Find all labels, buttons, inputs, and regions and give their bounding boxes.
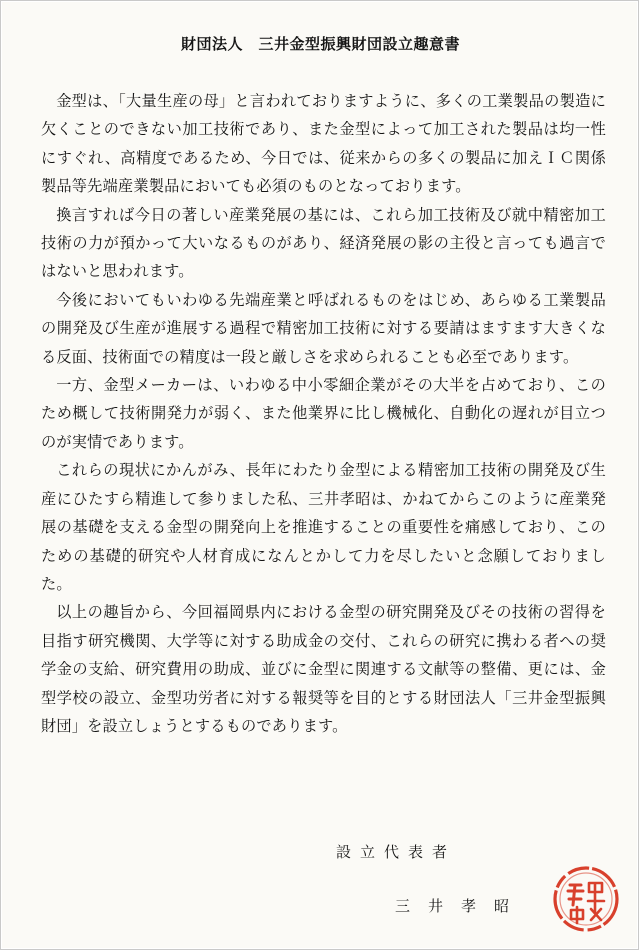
red-seal-icon: [550, 863, 622, 935]
paragraph-2: 換言すれば今日の著しい産業発展の基には、これら加工技術及び就中精密加工技術の力が預かって大いなるものがあり、経済発展の影の主役と言っても過言ではないと思われます。: [41, 205, 606, 281]
paragraph-3: 今後においてもいわゆる先端産業と呼ばれるものをはじめ、あらゆる工業製品の開発及び生産が進展する過程で精密加工技術に対する要請はますます大きくなる反面、技術面での精度は一段と厳しさを求められることも必至であります。: [41, 290, 606, 366]
document-title: 財団法人 三井金型振興財団設立趣意書: [180, 35, 460, 53]
paragraph-5: これらの現状にかんがみ、長年にわたり金型による精密加工技術の開発及び生産にひたすら精進して参りました私、三井孝昭は、かねてからこのように産業発展の基礎を支える金型の開発向上を推進することの重要性を痛感しており、このための基礎的研究や人材育成になんとかして力を尽したいと念願しておりました。: [41, 461, 606, 593]
founder-name: 三井孝昭: [395, 897, 528, 915]
paragraph-1: 金型は、「大量生産の母」と言われておりますように、多くの工業製品の製造に欠くことのできない加工技術であり、また金型によって加工された製品は均一性にすぐれ、高精度であるため、今日では、従来からの多くの製品に加えＩＣ関係製品等先端産業製品においても必須のものとなっております。: [41, 92, 606, 196]
founder-label: 設立代表者: [336, 843, 457, 861]
paragraph-4: 一方、金型メーカーは、いわゆる中小零細企業がその大半を占めており、このため概して技術開発力が弱く、また他業界に比し機械化、自動化の遅れが目立つのが実情であります。: [41, 376, 606, 451]
paragraph-6: 以上の趣旨から、今回福岡県内における金型の研究開発及びその技術の習得を目指す研究機関、大学等に対する助成金の交付、これらの研究に携わる者への奨学金の支給、研究費用の助成、並びに金型に関連する文献等の整備、更には、金型学校の設立、金型功労者に対する報奨等を目的とする財団法人「三井金型振興財団」を設立しょうとするものであります。: [41, 603, 606, 735]
document-body: [41, 87, 606, 740]
